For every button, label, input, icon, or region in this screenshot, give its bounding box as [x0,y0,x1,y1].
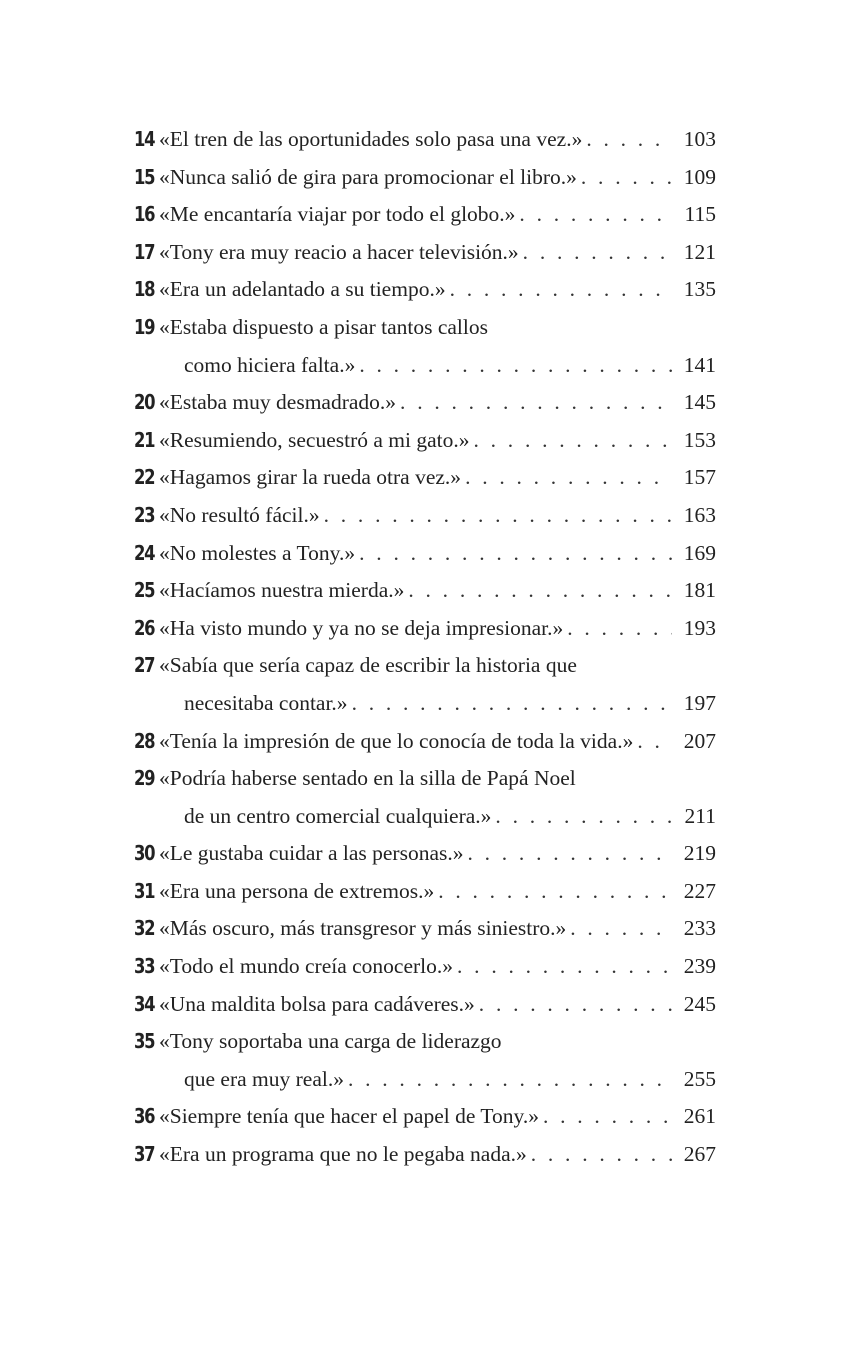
toc-entry [134,535,716,573]
chapter-title: «El tren de las oportunidades solo pasa una vez.» [159,127,583,151]
page-number: 207 [683,728,716,753]
chapter-title: de un centro comercial cualquiera.» [184,803,492,828]
toc-entry [134,1098,716,1136]
toc-entry [134,910,716,948]
chapter-title: «No molestes a Tony.» [159,540,356,565]
toc-entry [134,1136,716,1174]
chapter-title: «Una maldita bolsa para cadáveres.» [159,991,475,1016]
chapter-number: 26 [134,615,155,640]
toc-entry [134,121,716,159]
chapter-number: 20 [134,390,155,415]
chapter-number: 35 [134,1029,155,1054]
toc-entry [134,347,716,385]
chapter-number: 27 [134,653,155,678]
chapter-number: 17 [134,239,155,264]
toc-entry [134,610,716,648]
dot-leader [324,497,672,535]
toc-entry [134,572,716,610]
dot-leader [519,196,672,234]
chapter-number: 24 [134,540,155,565]
chapter-number: 37 [134,1142,155,1167]
toc-entry [134,948,716,986]
chapter-number: 33 [134,954,155,979]
toc-entry [134,647,716,685]
chapter-title: «Le gustaba cuidar a las personas.» [159,841,464,866]
toc-entry [134,159,716,197]
dot-leader [408,572,672,610]
chapter-number: 19 [134,314,155,339]
dot-leader [495,798,672,836]
toc-entry [134,986,716,1024]
toc-entry [134,1061,716,1099]
toc-entry [134,685,716,723]
dot-leader [523,234,672,272]
toc-entry [134,196,716,234]
toc-entry [134,459,716,497]
dot-leader [352,685,672,723]
chapter-title: necesitaba contar.» [184,690,348,715]
chapter-title: «Podría haberse sentado en la silla de Papá Noel [159,766,576,791]
chapter-title: «Ha visto mundo y ya no se deja impresionar.» [159,615,564,640]
chapter-title: «Tony era muy reacio a hacer televisión.» [159,239,519,264]
chapter-number: 14 [134,127,155,151]
chapter-title: «Me encantaría viajar por todo el globo.» [159,202,516,227]
chapter-number: 30 [134,841,155,866]
dot-leader [359,347,672,385]
page-number: 135 [683,277,716,302]
toc-entry [134,873,716,911]
dot-leader [570,910,672,948]
chapter-title: «No resultó fácil.» [159,502,320,527]
chapter-number: 36 [134,1104,155,1129]
chapter-title: «Tony soportaba una carga de liderazgo [159,1029,502,1054]
page-number: 267 [683,1142,716,1167]
page-number: 121 [683,239,716,264]
chapter-title: «Más oscuro, más transgresor y más siniestro.» [159,916,567,941]
toc-entry [134,497,716,535]
page-number: 153 [683,427,716,452]
page-number: 115 [684,202,716,227]
chapter-title: «Nunca salió de gira para promocionar el libro.» [159,164,577,189]
chapter-title: «Estaba dispuesto a pisar tantos callos [159,314,488,339]
toc-entry [134,422,716,460]
dot-leader [348,1061,672,1099]
page-number: 197 [683,690,716,715]
page-number: 145 [683,390,716,415]
page-number: 233 [683,916,716,941]
dot-leader [438,873,672,911]
dot-leader [479,986,672,1024]
chapter-title: que era muy real.» [184,1066,344,1091]
dot-leader [543,1098,672,1136]
toc-entry [134,798,716,836]
dot-leader [531,1136,672,1174]
chapter-number: 34 [134,991,155,1016]
dot-leader [586,121,672,159]
page-number: 255 [683,1066,716,1091]
chapter-number: 29 [134,766,155,791]
page-number: 109 [683,164,716,189]
dot-leader [581,159,672,197]
toc-entry [134,234,716,272]
chapter-number: 23 [134,502,155,527]
chapter-number: 21 [134,427,155,452]
chapter-title: «Resumiendo, secuestró a mi gato.» [159,427,470,452]
chapter-title: «Era una persona de extremos.» [159,878,435,903]
page-number: 103 [683,127,716,151]
chapter-title: «Sabía que sería capaz de escribir la historia que [159,653,577,678]
chapter-title: «Hacíamos nuestra mierda.» [159,578,405,603]
chapter-number: 15 [134,164,155,189]
table-of-contents [134,121,716,1174]
dot-leader [400,384,672,422]
chapter-title: «Siempre tenía que hacer el papel de Tony.» [159,1104,539,1129]
page-number: 181 [683,578,716,603]
toc-entry [134,760,716,798]
toc-entry [134,835,716,873]
dot-leader [474,422,673,460]
chapter-title: «Hagamos girar la rueda otra vez.» [159,465,462,490]
chapter-title: «Tenía la impresión de que lo conocía de toda la vida.» [159,728,634,753]
page-number: 245 [683,991,716,1016]
dot-leader [450,271,672,309]
chapter-title: como hiciera falta.» [184,352,356,377]
page-number: 227 [683,878,716,903]
toc-entry [134,309,716,347]
page-number: 157 [683,465,716,490]
page-number: 261 [683,1104,716,1129]
chapter-title: «Todo el mundo creía conocerlo.» [159,954,454,979]
chapter-number: 28 [134,728,155,753]
toc-entry [134,1023,716,1061]
chapter-number: 25 [134,578,155,603]
chapter-title: «Era un programa que no le pegaba nada.» [159,1142,527,1167]
dot-leader [359,535,672,573]
chapter-title: «Estaba muy desmadrado.» [159,390,397,415]
chapter-number: 31 [134,878,155,903]
dot-leader [465,459,672,497]
page-number: 219 [683,841,716,866]
toc-entry [134,384,716,422]
dot-leader [567,610,672,648]
chapter-number: 22 [134,465,155,490]
page-number: 169 [683,540,716,565]
chapter-number: 16 [134,202,155,227]
page-number: 193 [683,615,716,640]
toc-entry [134,271,716,309]
page-number: 211 [684,803,716,828]
page-number: 163 [683,502,716,527]
dot-leader [467,835,672,873]
dot-leader [637,723,672,761]
toc-entry [134,723,716,761]
chapter-title: «Era un adelantado a su tiempo.» [159,277,446,302]
dot-leader [457,948,672,986]
chapter-number: 18 [134,277,155,302]
page-number: 141 [683,352,716,377]
page-number: 239 [683,954,716,979]
chapter-number: 32 [134,916,155,941]
